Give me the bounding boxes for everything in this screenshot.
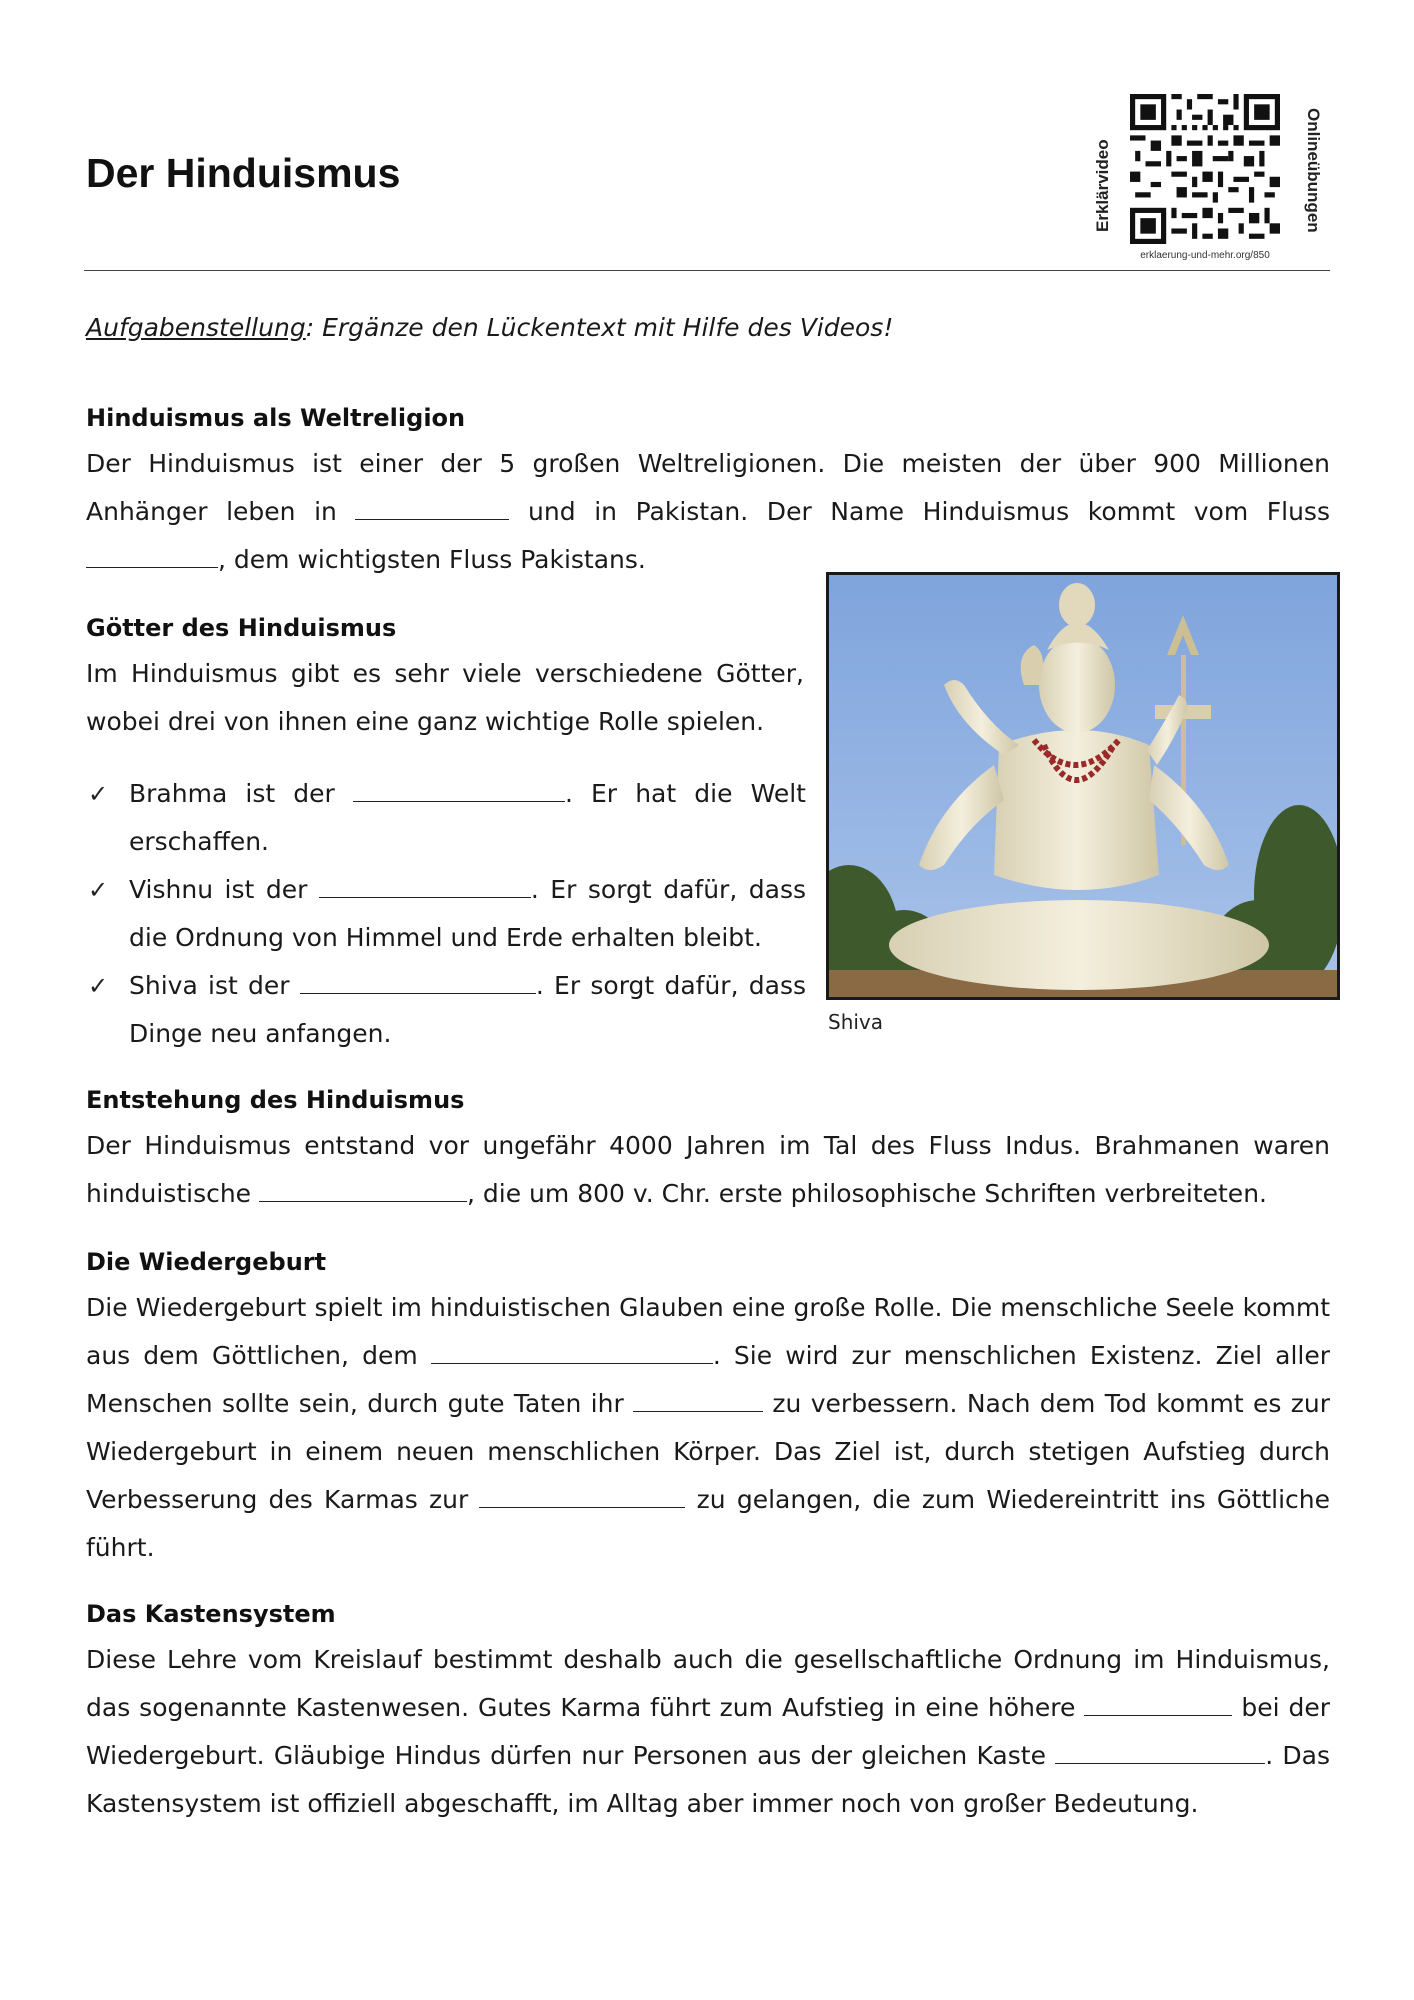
qr-exercises-label: Onlineübungen: [1304, 108, 1323, 233]
text-segment: Vishnu ist der: [129, 875, 319, 904]
blank-gap[interactable]: [86, 549, 218, 568]
blank-gap[interactable]: [431, 1345, 713, 1364]
text-segment: . Er sorgt dafür, dass Dinge neu anfangen.: [129, 971, 807, 1048]
photo-caption: Shiva: [828, 1010, 884, 1034]
section-heading-entstehung: Entstehung des Hinduismus: [86, 1086, 465, 1114]
blank-gap[interactable]: [633, 1393, 763, 1412]
text-segment: , dem wichtigsten Fluss Pakistans.: [218, 545, 646, 574]
text-segment: . Das Kastensystem ist offiziell abgeschafft, im Alltag aber immer noch von großer Bedeutung.: [86, 1741, 1330, 1818]
section-heading-goetter: Götter des Hinduismus: [86, 614, 397, 642]
blank-gap[interactable]: [259, 1183, 467, 1202]
task-text: : Ergänze den Lückentext mit Hilfe des Videos!: [305, 313, 894, 342]
task-label: Aufgabenstellung: [86, 313, 306, 342]
section-heading-wiedergeburt: Die Wiedergeburt: [86, 1248, 327, 1276]
text-segment: Die Wiedergeburt spielt im hinduistischen Glauben eine große Rolle. Die menschliche Seele kommt aus dem Göttlichen, dem: [86, 1293, 1330, 1370]
header-divider: [84, 270, 1330, 271]
blank-gap[interactable]: [1084, 1697, 1232, 1716]
list-item: [86, 962, 806, 1058]
qr-code-block[interactable]: [1120, 84, 1330, 274]
qr-code-icon[interactable]: [1130, 94, 1280, 244]
check-icon: ✓: [88, 876, 109, 904]
shiva-statue-illustration: [829, 575, 1337, 997]
blank-gap[interactable]: [353, 783, 565, 802]
paragraph-weltreligion: [86, 440, 1330, 584]
paragraph-wiedergeburt: [86, 1284, 1330, 1572]
shiva-photo: [826, 572, 1340, 1000]
blank-gap[interactable]: [319, 879, 531, 898]
gods-list: [86, 770, 806, 1058]
page-title: Der Hinduismus: [86, 150, 401, 196]
text-segment: Brahma ist der: [129, 779, 353, 808]
text-segment: zu verbessern. Nach dem Tod kommt es zur Wiedergeburt in einem neuen menschlichen Körper. Das Ziel ist, durch stetigen Aufstieg durch Verbesserung des Karmas zur: [86, 1389, 1331, 1514]
text-segment: Shiva ist der: [129, 971, 300, 1000]
text-segment: Der Hinduismus ist einer der 5 großen Weltreligionen. Die meisten der über 900 Millionen Anhänger leben in: [86, 449, 1330, 526]
list-item: [86, 770, 806, 866]
check-icon: ✓: [88, 972, 109, 1000]
text-segment: . Sie wird zur menschlichen Existenz. Ziel aller Menschen sollte sein, durch gute Taten ihr: [86, 1341, 1331, 1418]
text-segment: . Er sorgt dafür, dass die Ordnung von Himmel und Erde erhalten bleibt.: [129, 875, 807, 952]
text-segment: . Er hat die Welt erschaffen.: [129, 779, 806, 856]
qr-video-label: Erklärvideo: [1093, 139, 1112, 232]
text-segment: und in Pakistan. Der Name Hinduismus kommt vom Fluss: [509, 497, 1330, 526]
check-icon: ✓: [88, 780, 109, 808]
qr-url[interactable]: erklaerung-und-mehr.org/850: [1140, 250, 1270, 261]
text-segment: zu gelangen, die zum Wiedereintritt ins Göttliche führt.: [86, 1485, 1330, 1562]
paragraph-goetter-intro: Im Hinduismus gibt es sehr viele verschiedene Götter, wobei drei von ihnen eine ganz wichtige Rolle spielen.: [86, 659, 804, 736]
text-segment: Diese Lehre vom Kreislauf bestimmt deshalb auch die gesellschaftliche Ordnung im Hinduismus, das sogenannte Kastenwesen. Gutes Karma führt zum Aufstieg in eine höhere: [86, 1645, 1330, 1722]
blank-gap[interactable]: [300, 975, 536, 994]
text-segment: , die um 800 v. Chr. erste philosophische Schriften verbreiteten.: [467, 1179, 1267, 1208]
section-heading-kastensystem: Das Kastensystem: [86, 1600, 336, 1628]
blank-gap[interactable]: [355, 501, 509, 520]
section-heading-weltreligion: Hinduismus als Weltreligion: [86, 404, 466, 432]
blank-gap[interactable]: [479, 1489, 685, 1508]
paragraph-entstehung: [86, 1122, 1330, 1218]
list-item: [86, 866, 806, 962]
paragraph-kastensystem: [86, 1636, 1330, 1828]
blank-gap[interactable]: [1055, 1745, 1265, 1764]
text-segment: Der Hinduismus entstand vor ungefähr 4000 Jahren im Tal des Fluss Indus. Brahmanen waren hinduistische: [86, 1131, 1330, 1208]
text-segment: bei der Wiedergeburt. Gläubige Hindus dürfen nur Personen aus der gleichen Kaste: [86, 1693, 1331, 1770]
task-instruction: [86, 313, 893, 342]
